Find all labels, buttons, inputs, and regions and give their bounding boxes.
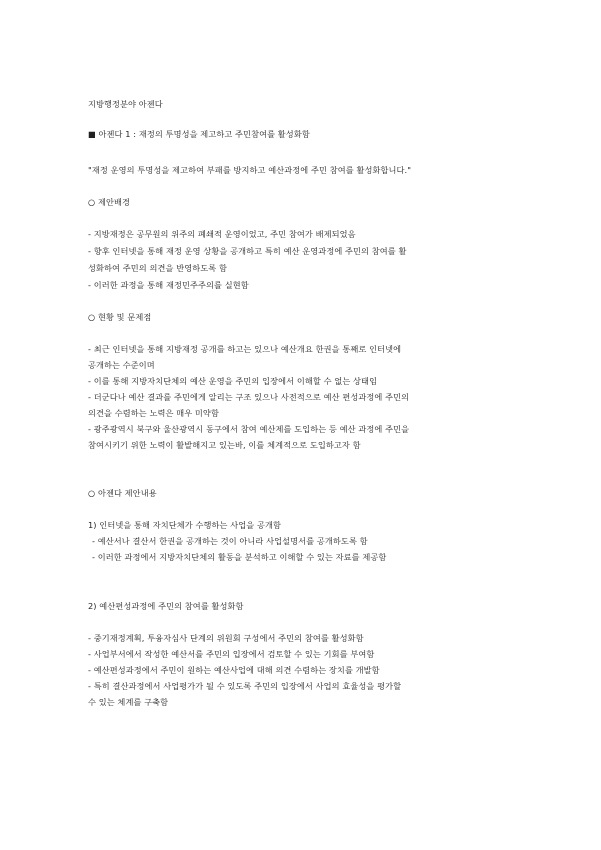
proposal-item2-line: - 특히 결산과정에서 사업평가가 될 수 있도록 주민의 입장에서 사업의 효율성을 평가할 [88, 682, 402, 691]
status-heading: ○ 현황 및 문제점 [88, 313, 152, 322]
status-line: - 이를 통해 지방자치단체의 예산 운영을 주민의 입장에서 이해할 수 없는 상태임 [88, 377, 378, 386]
proposal-item1-title: 1) 인터넷을 통해 자치단체가 수행하는 사업을 공개함 [88, 521, 282, 530]
background-line: - 지방재정은 공무원의 위주의 폐쇄적 운영이었고, 주민 참여가 배제되었음 [88, 230, 356, 239]
background-heading: ○ 제안배경 [88, 198, 130, 207]
proposal-item2-line: - 예산편성과정에서 주민이 원하는 예산사업에 대해 의견 수렴하는 장치를 개발함 [88, 666, 380, 675]
agenda-quote: "재정 운영의 투명성을 제고하여 부패를 방지하고 예산과정에 주민 참여를 활성화합니다." [88, 166, 412, 175]
agenda-heading: ■ 아젠다 1 : 재정의 투명성을 제고하고 주민참여를 활성화함 [88, 130, 310, 139]
status-line: 의견을 수렴하는 노력은 매우 미약함 [88, 409, 219, 418]
proposal-heading: ○ 아젠다 제안내용 [88, 489, 157, 498]
proposal-item2-title: 2) 예산편성과정에 주민의 참여를 활성화함 [88, 602, 244, 611]
proposal-item2-line: 수 있는 체계를 구축함 [88, 698, 169, 707]
background-line: - 이러한 과정을 통해 재정민주주의를 실현함 [88, 281, 249, 290]
document-title: 지방행정분야 아젠다 [88, 100, 163, 109]
proposal-item2-line: - 사업부서에서 작성한 예산서를 주민의 입장에서 검토할 수 있는 기회를 부여함 [88, 650, 375, 659]
background-line: 성화하여 주민의 의견을 반영하도록 함 [88, 264, 227, 273]
status-line: - 더군다나 예산 결과를 주민에게 알리는 구조 있으나 사전적으로 예산 편성과정에 주민의 [88, 393, 410, 402]
status-line: 공개하는 수준이며 [88, 361, 155, 370]
proposal-item2-line: - 중기재정계획, 투융자심사 단계의 위원회 구성에서 주민의 참여를 활성화함 [88, 634, 364, 643]
proposal-item1-line: - 예산서나 결산서 한권을 공개하는 것이 아니라 사업설명서를 공개하도록 함 [92, 537, 368, 546]
status-line: 참여시키기 위한 노력이 활발해지고 있는바, 이를 체계적으로 도입하고자 함 [88, 441, 361, 450]
proposal-item1-line: - 이러한 과정에서 지방자치단체의 활동을 분석하고 이해할 수 있는 자료를 제공함 [92, 553, 387, 562]
status-line: - 최근 인터넷을 통해 지방재정 공개를 하고는 있으나 예산개요 한권을 통째로 인터넷에 [88, 345, 402, 354]
background-line: - 향후 인터넷을 통해 재정 운영 상황을 공개하고 특히 예산 운영과정에 주민의 참여를 활 [88, 247, 407, 256]
status-line: - 광주광역시 북구와 울산광역시 동구에서 참여 예산제를 도입하는 등 예산 과정에 주민을 [88, 425, 410, 434]
